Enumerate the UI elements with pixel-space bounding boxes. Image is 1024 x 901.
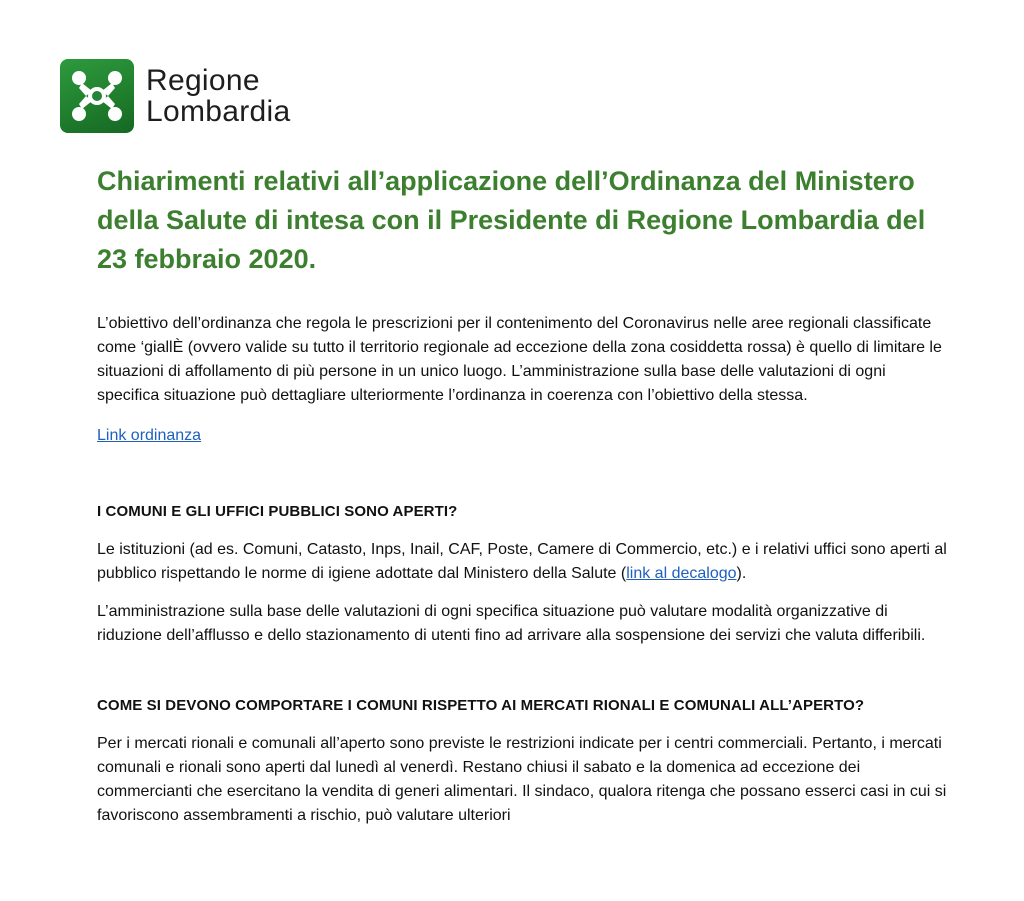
section1-p1-text-before: Le istituzioni (ad es. Comuni, Catasto, Inps, Inail, CAF, Poste, Camere di Commercio, etc.) e i relativi uffici sono aperti al pubblico rispettando le norme di igiene adottate dal Ministero della Salute ( (97, 541, 947, 582)
section2-paragraph-1: Per i mercati rionali e comunali all’aperto sono previste le restrizioni indicate per i centri commerciali. Pertanto, i mercati comunali e rionali sono aperti dal lunedì al venerdì. Restano chiusi il sabato e la domenica ad eccezione dei commercianti che esercitano la vendita di generi alimentari. Il sindaco, qualora ritenga che possano esserci casi in cui si favoriscono assembramenti a rischio, può valutare ulteriori (97, 735, 947, 824)
document-body (97, 312, 947, 828)
logo-line-lombardia: Lombardia (146, 95, 291, 128)
lombardy-rose-icon (60, 59, 134, 133)
section1-paragraph-1 (97, 538, 947, 586)
logo-wordmark (146, 65, 290, 127)
regione-lombardia-logo (60, 59, 290, 133)
link-ordinanza-line (97, 424, 947, 448)
link-decalogo[interactable]: link al decalogo (626, 565, 737, 582)
section1-p1-text-after: ). (736, 565, 747, 582)
document-title: Chiarimenti relativi all’applicazione dell’Ordinanza del Ministero della Salute di intesa con il Presidente di Regione Lombardia del 23 febbraio 2020. (97, 166, 926, 274)
section1-paragraph-2: L’amministrazione sulla base delle valutazioni di ogni specifica situazione può valutare modalità organizzative di riduzione dell’afflusso e dello stazionamento di utenti fino ad arrivare alla sospensione dei servizi che valuta differibili. (97, 603, 926, 644)
section-heading-comuni-uffici: I COMUNI E GLI UFFICI PUBBLICI SONO APERTI? (97, 503, 458, 520)
intro-paragraph: L’obiettivo dell’ordinanza che regola le prescrizioni per il contenimento del Coronavirus nelle aree regionali classificate come ‘giallÈ (ovvero valide su tutto il territorio regionale ad eccezione della zona cosiddetta rossa) è quello di limitare le situazioni di affollamento di più persone in un unico luogo. L’amministrazione sulla base delle valutazioni di ogni specifica situazione può dettagliare ulteriormente l’ordinanza in coerenza con l’obiettivo della stessa. (97, 315, 942, 404)
logo-line-regione: Regione (146, 64, 260, 97)
section-heading-mercati: COME SI DEVONO COMPORTARE I COMUNI RISPETTO AI MERCATI RIONALI E COMUNALI ALL’APERTO? (97, 697, 865, 714)
link-ordinanza[interactable]: Link ordinanza (97, 427, 202, 444)
